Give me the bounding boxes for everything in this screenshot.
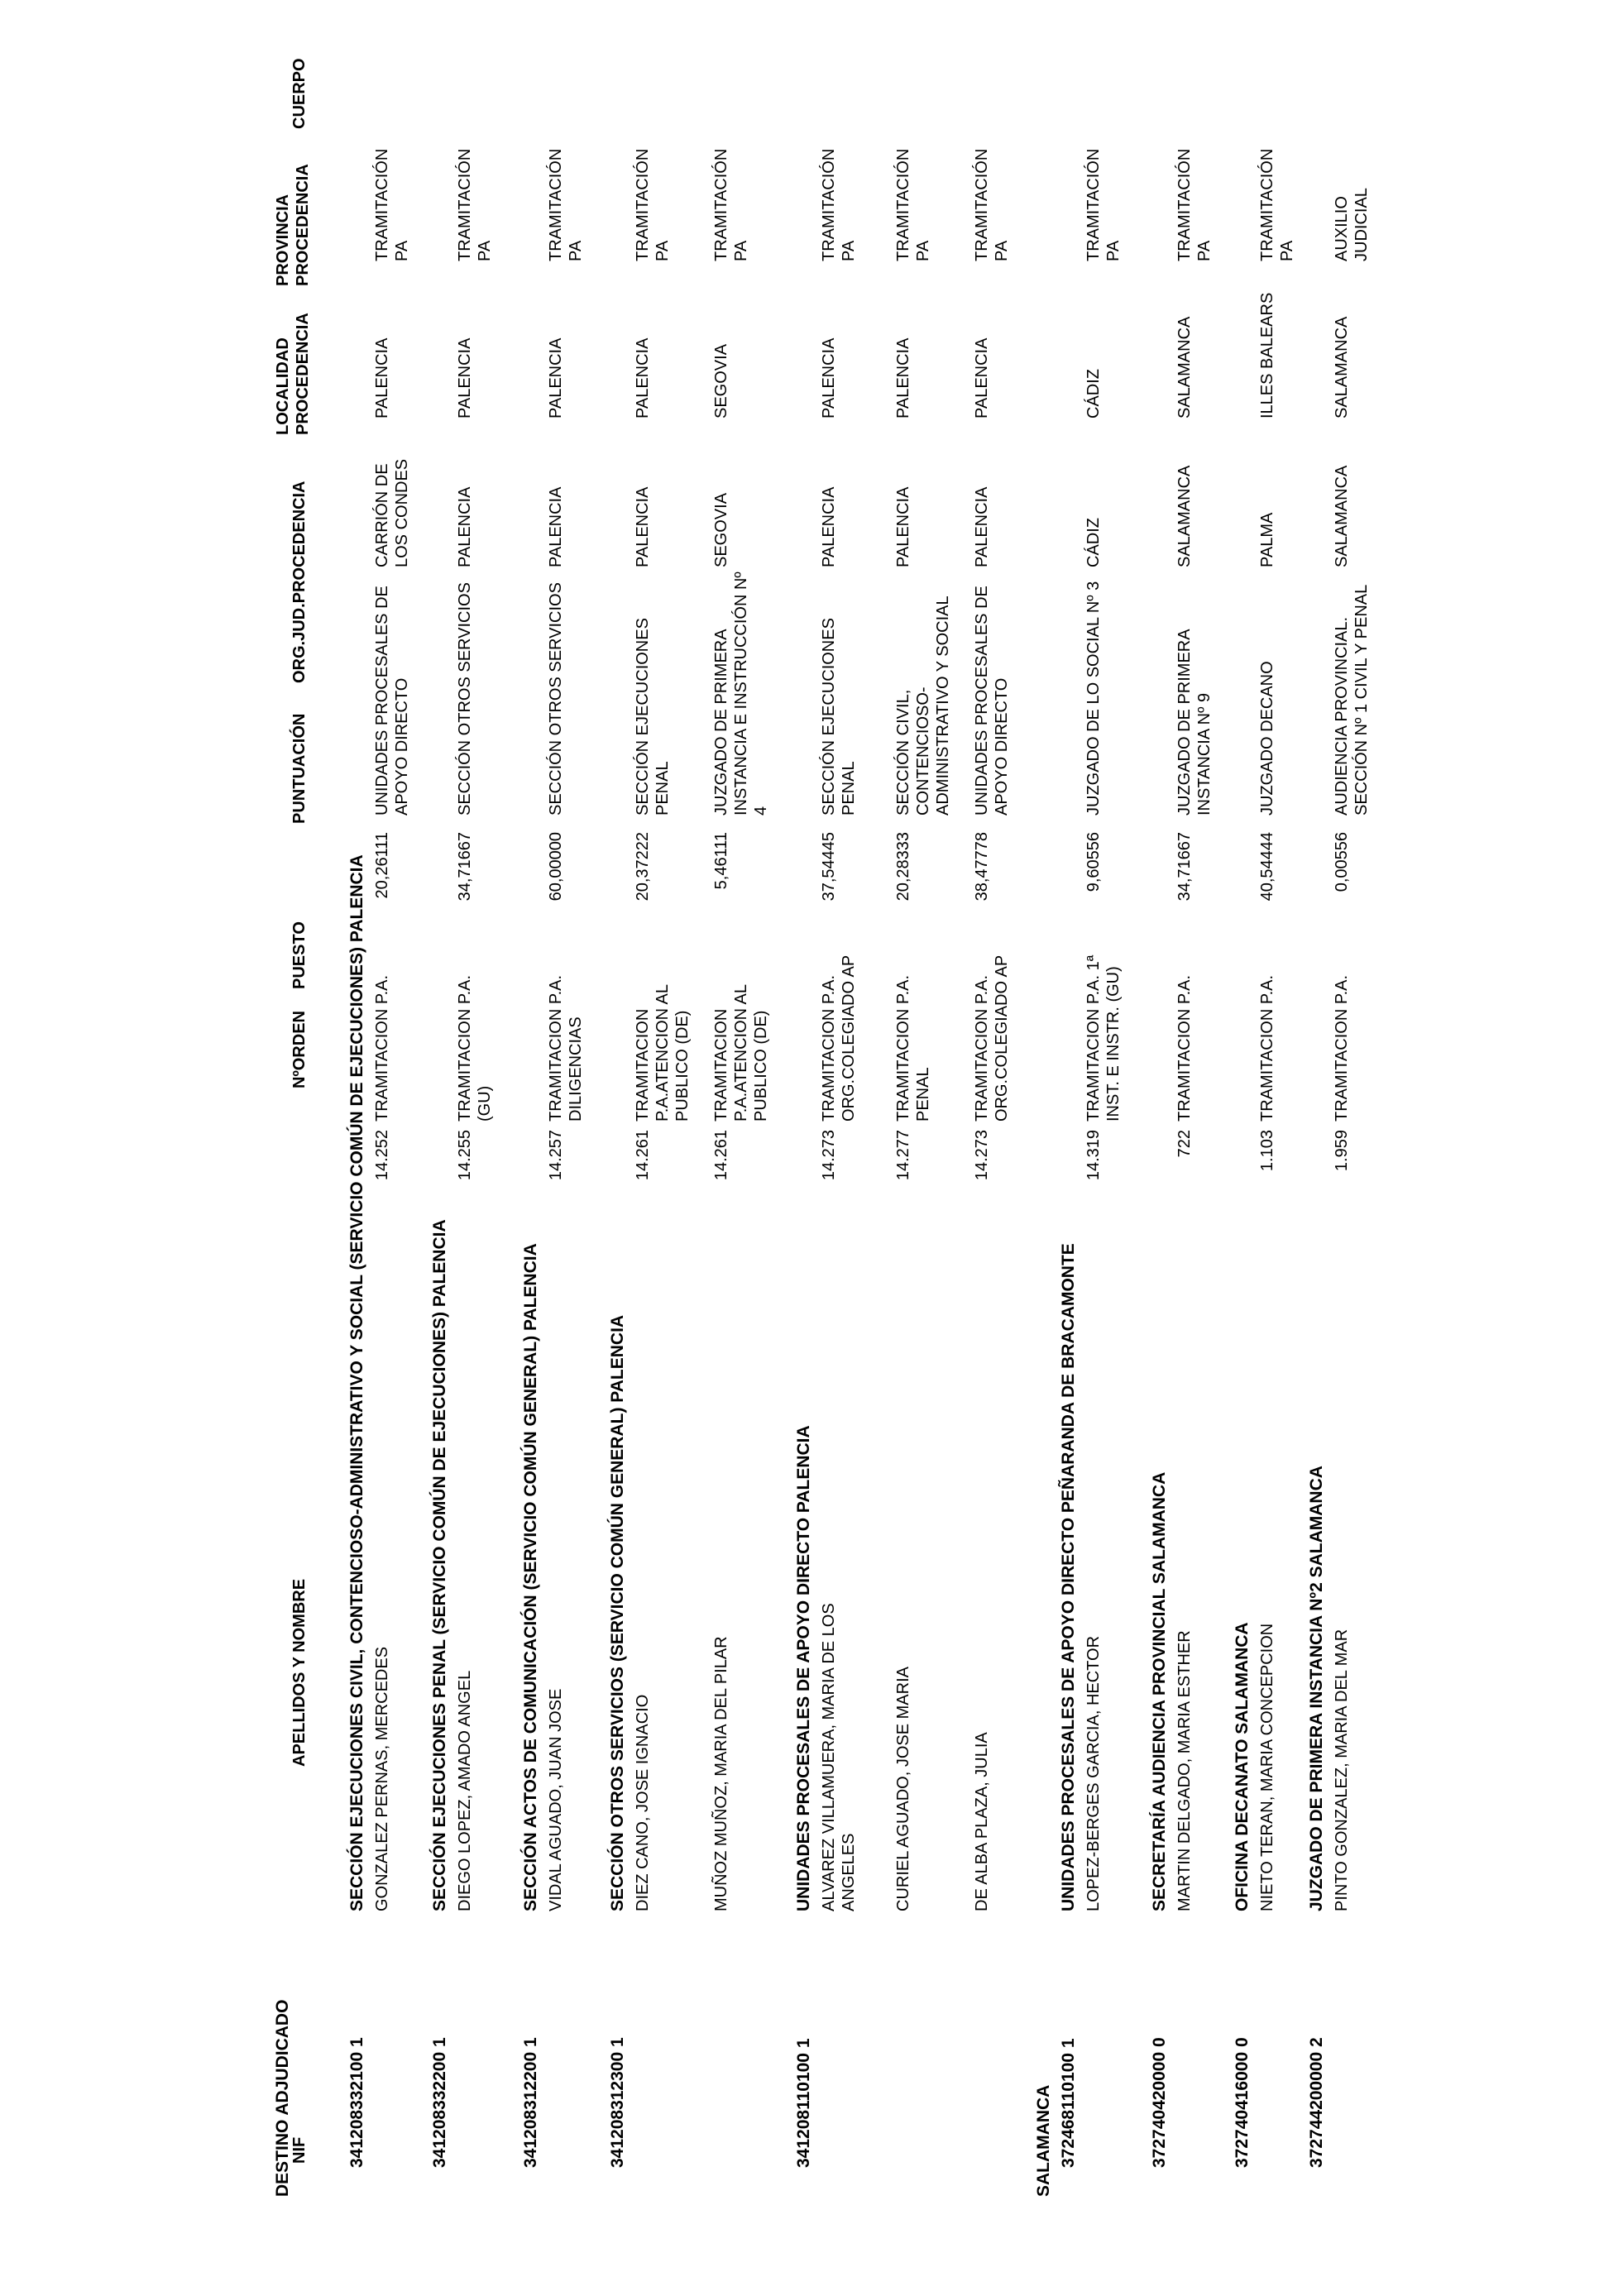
cell-cuerpo: TRAMITACIÓN PA (712, 148, 750, 261)
cell-cuerpo: TRAMITACIÓN PA (634, 148, 672, 261)
cell-norden: 14.257 (547, 1130, 565, 1181)
cell-puntuacion: 34,71667 (1175, 832, 1194, 902)
cell-puntuacion: 9,60556 (1084, 832, 1103, 892)
cell-nombre: GONZALEZ PERNAS, MERCEDES (373, 1646, 391, 1911)
group-code: 341208332100 1 (347, 2037, 366, 2168)
group-title: JUZGADO DE PRIMERA INSTANCIA Nº2 SALAMANCA (1307, 1466, 1326, 1911)
cell-cuerpo: TRAMITACIÓN PA (1175, 148, 1214, 261)
group-title: OFICINA DECANATO SALAMANCA (1233, 1622, 1252, 1911)
cell-provincia: PALENCIA (973, 337, 991, 419)
cell-localidad: PALENCIA (973, 486, 991, 567)
cell-provincia: PALENCIA (456, 337, 474, 419)
cell-localidad: SALAMANCA (1175, 465, 1194, 567)
group-code: 341208332200 1 (430, 2037, 449, 2168)
group-title: UNIDADES PROCESALES DE APOYO DIRECTO PEÑARANDA DE BRACAMONTE (1059, 1243, 1078, 1911)
group-code: 372468110100 1 (1059, 2038, 1078, 2168)
cell-org: JUZGADO DE LO SOCIAL Nº 3 (1084, 581, 1103, 816)
cell-puntuacion: 38,47778 (973, 832, 991, 902)
cell-provincia: SEGOVIA (712, 343, 730, 419)
col-localidad: LOCALIDAD PROCEDENCIA (274, 313, 312, 435)
cell-norden: 14.261 (634, 1130, 652, 1181)
cell-puntuacion: 20,26111 (373, 832, 391, 899)
col-puntuacion: PUNTUACIÓN (290, 713, 309, 824)
cell-puesto: TRAMITACION P.A. ORG.COLEGIADO AP (973, 954, 1011, 1122)
cell-localidad: SEGOVIA (712, 492, 730, 567)
cell-puesto: TRAMITACION P.A. (373, 974, 391, 1122)
col-provincia: PROVINCIA PROCEDENCIA (274, 164, 312, 286)
cell-cuerpo: TRAMITACIÓN PA (973, 148, 1011, 261)
group-title: SECRETARÍA AUDIENCIA PROVINCIAL SALAMANCA (1150, 1471, 1169, 1911)
cell-norden: 722 (1175, 1130, 1194, 1158)
cell-cuerpo: TRAMITACIÓN PA (1084, 148, 1123, 261)
cell-org: UNIDADES PROCESALES DE APOYO DIRECTO (373, 586, 411, 816)
cell-norden: 14.273 (820, 1130, 838, 1181)
cell-puesto: TRAMITACION P.A. PENAL (894, 974, 932, 1122)
group-code: 341208110100 1 (794, 2038, 813, 2168)
group-title: SECCIÓN EJECUCIONES PENAL (SERVICIO COMÚN DE EJECUCIONES) PALENCIA (430, 1219, 449, 1911)
cell-puntuacion: 40,54444 (1258, 832, 1276, 902)
cell-provincia: SALAMANCA (1333, 316, 1351, 419)
cell-norden: 1.959 (1333, 1130, 1351, 1172)
cell-localidad: PALENCIA (634, 486, 652, 567)
cell-localidad: PALENCIA (456, 486, 474, 567)
cell-provincia: ILLES BALEARS (1258, 292, 1276, 419)
cell-nombre: ALVAREZ VILLAMUERA, MARIA DE LOS ANGELES (820, 1603, 858, 1911)
col-norden: NºORDEN (290, 1011, 309, 1088)
cell-provincia: PALENCIA (373, 337, 391, 419)
cell-nombre: MUÑOZ MUÑOZ, MARIA DEL PILAR (712, 1636, 730, 1911)
cell-org: SECCIÓN OTROS SERVICIOS (456, 582, 474, 816)
cell-puntuacion: 20,37222 (634, 832, 652, 902)
cell-localidad: PALMA (1258, 512, 1276, 567)
cell-nombre: VIDAL AGUADO, JUAN JOSE (547, 1688, 565, 1911)
cell-org: SECCIÓN CIVIL, CONTENCIOSO-ADMINISTRATIVO Y SOCIAL (894, 596, 952, 816)
cell-provincia: SALAMANCA (1175, 316, 1194, 419)
cell-puntuacion: 20,28333 (894, 832, 912, 902)
cell-provincia: PALENCIA (894, 337, 912, 419)
cell-puesto: TRAMITACION P.A. 1ª INST. E INSTR. (GU) (1084, 954, 1123, 1122)
cell-provincia: CÁDIZ (1084, 369, 1103, 419)
cell-norden: 14.273 (973, 1130, 991, 1181)
cell-org: SECCIÓN EJECUCIONES PENAL (820, 618, 858, 816)
cell-localidad: CÁDIZ (1084, 518, 1103, 567)
group-title: SECCIÓN OTROS SERVICIOS (SERVICIO COMÚN GENERAL) PALENCIA (608, 1314, 627, 1911)
cell-cuerpo: TRAMITACIÓN PA (456, 148, 494, 261)
cell-puntuacion: 0,00556 (1333, 832, 1351, 892)
cell-puntuacion: 37,54445 (820, 832, 838, 902)
group-title: SECCIÓN EJECUCIONES CIVIL, CONTENCIOSO-ADMINISTRATIVO Y SOCIAL (SERVICIO COMÚN DE EJECUCIONES) PALENCIA (347, 854, 366, 1911)
cell-localidad: PALENCIA (547, 486, 565, 567)
cell-norden: 14.277 (894, 1130, 912, 1181)
cell-cuerpo: TRAMITACIÓN PA (820, 148, 858, 261)
cell-localidad: PALENCIA (820, 486, 838, 567)
cell-puesto: TRAMITACION P.A.ATENCION AL PUBLICO (DE) (712, 984, 770, 1122)
cell-org: JUZGADO DECANO (1258, 661, 1276, 816)
cell-provincia: PALENCIA (634, 337, 652, 419)
cell-puesto: TRAMITACION P.A. (1333, 974, 1351, 1122)
cell-nombre: DIEZ CANO, JOSE IGNACIO (634, 1694, 652, 1911)
group-code: 372740416000 0 (1233, 2037, 1252, 2168)
cell-cuerpo: TRAMITACIÓN PA (547, 148, 585, 261)
cell-org: SECCIÓN EJECUCIONES PENAL (634, 618, 672, 816)
cell-norden: 1.103 (1258, 1130, 1276, 1172)
group-code: 372740420000 0 (1150, 2037, 1169, 2168)
cell-cuerpo: AUXILIO JUDICIAL (1333, 188, 1371, 261)
cell-org: AUDIENCIA PROVINCIAL. SECCIÓN Nº 1 CIVIL Y PENAL (1333, 584, 1371, 816)
cell-org: JUZGADO DE PRIMERA INSTANCIA Nº 9 (1175, 629, 1214, 816)
cell-localidad: CARRIÓN DE LOS CONDES (373, 458, 411, 567)
cell-puesto: TRAMITACION P.A. (1258, 974, 1276, 1122)
cell-cuerpo: TRAMITACIÓN PA (894, 148, 932, 261)
cell-norden: 14.255 (456, 1130, 474, 1181)
province-label: SALAMANCA (1034, 2084, 1053, 2197)
cell-provincia: PALENCIA (820, 337, 838, 419)
cell-cuerpo: TRAMITACIÓN PA (1258, 148, 1296, 261)
cell-puntuacion: 34,71667 (456, 832, 474, 902)
cell-puntuacion: 5,46111 (712, 832, 730, 890)
cell-puesto: TRAMITACION P.A.ATENCION AL PUBLICO (DE) (634, 984, 692, 1122)
cell-puesto: TRAMITACION P.A. DILIGENCIAS (547, 974, 585, 1122)
cell-norden: 14.252 (373, 1130, 391, 1181)
col-org: ORG.JUD.PROCEDENCIA (290, 481, 309, 683)
cell-org: UNIDADES PROCESALES DE APOYO DIRECTO (973, 586, 1011, 816)
cell-nombre: NIETO TERAN, MARIA CONCEPCION (1258, 1623, 1276, 1911)
cell-nombre: DIEGO LOPEZ, AMADO ANGEL (456, 1670, 474, 1911)
cell-nombre: LOPEZ-BERGES GARCIA, HECTOR (1084, 1635, 1103, 1911)
cell-nombre: PINTO GONZALEZ, MARIA DEL MAR (1333, 1629, 1351, 1911)
cell-puntuacion: 60,00000 (547, 832, 565, 902)
cell-localidad: SALAMANCA (1333, 465, 1351, 567)
group-code: 341208312200 1 (521, 2037, 540, 2168)
col-apellidos: APELLIDOS Y NOMBRE (290, 1578, 309, 1767)
col-nif: NIF (290, 2136, 309, 2164)
cell-puesto: TRAMITACION P.A. ORG.COLEGIADO AP (820, 954, 858, 1122)
cell-org: JUZGADO DE PRIMERA INSTANCIA E INSTRUCCIÓN Nº 4 (712, 572, 770, 816)
cell-puesto: TRAMITACION P.A. (GU) (456, 974, 494, 1122)
cell-provincia: PALENCIA (547, 337, 565, 419)
group-code: 372744200000 2 (1307, 2037, 1326, 2168)
group-title: SECCIÓN ACTOS DE COMUNICACIÓN (SERVICIO COMÚN GENERAL) PALENCIA (521, 1243, 540, 1911)
cell-org: SECCIÓN OTROS SERVICIOS (547, 582, 565, 816)
group-code: 341208312300 1 (608, 2037, 627, 2168)
cell-localidad: PALENCIA (894, 486, 912, 567)
col-cuerpo: CUERPO (290, 58, 309, 129)
col-puesto: PUESTO (290, 921, 309, 989)
cell-nombre: MARTIN DELGADO, MARIA ESTHER (1175, 1630, 1194, 1911)
cell-norden: 14.261 (712, 1130, 730, 1181)
cell-nombre: DE ALBA PLAZA, JULIA (973, 1732, 991, 1911)
cell-cuerpo: TRAMITACIÓN PA (373, 148, 411, 261)
group-title: UNIDADES PROCESALES DE APOYO DIRECTO PALENCIA (794, 1425, 813, 1911)
cell-nombre: CURIEL AGUADO, JOSE MARIA (894, 1667, 912, 1911)
destino-adjudicado-label: DESTINO ADJUDICADO (273, 1999, 292, 2197)
cell-puesto: TRAMITACION P.A. (1175, 974, 1194, 1122)
cell-norden: 14.319 (1084, 1130, 1103, 1181)
